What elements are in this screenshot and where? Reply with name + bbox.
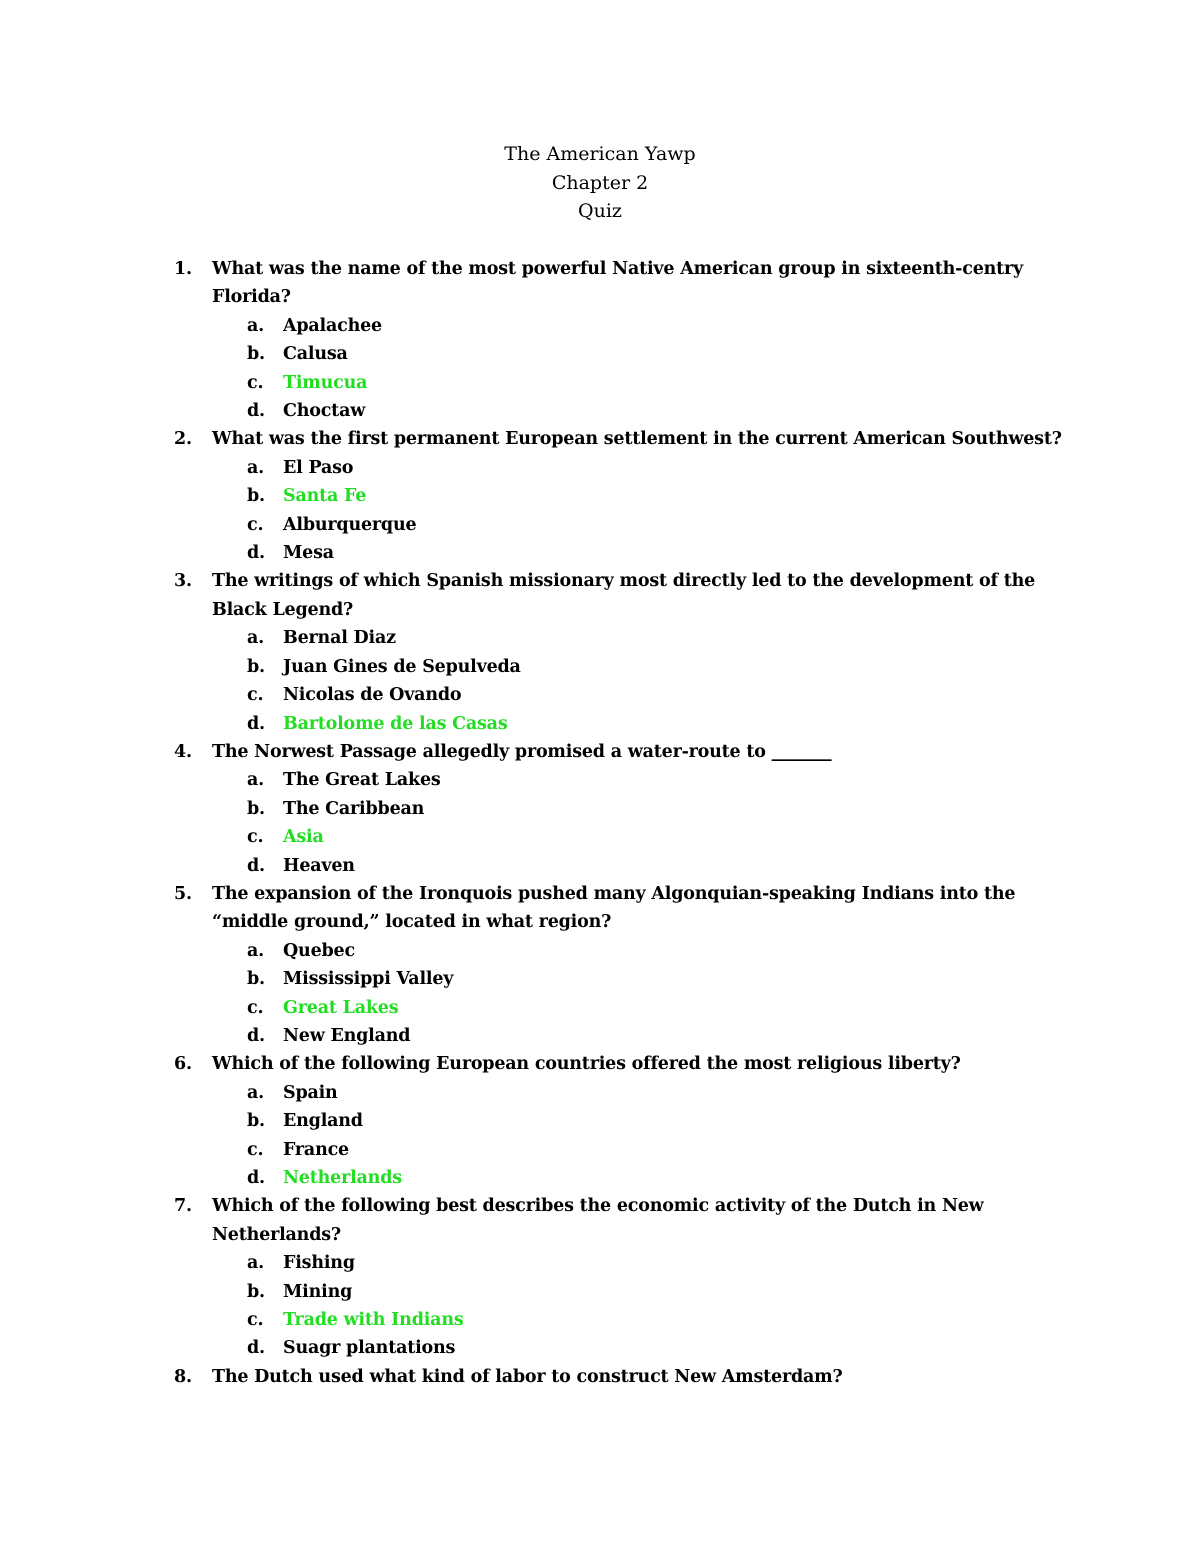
option-letter: d. <box>247 1168 265 1188</box>
question-text: Which of the following European countries offered the most religious liberty? <box>212 1054 961 1075</box>
question-item <box>0 1192 1072 1249</box>
option-letter: c. <box>247 685 264 706</box>
option-letter: c. <box>247 1310 264 1331</box>
document-title: The American Yawp <box>504 143 696 165</box>
answer-option <box>0 681 1200 709</box>
option-text: Bartolome de las Casas <box>283 713 508 734</box>
option-letter: b. <box>247 656 265 677</box>
question-item <box>0 1363 1072 1391</box>
answer-option <box>0 852 1200 880</box>
option-text: Quebec <box>283 940 355 961</box>
option-text: Heaven <box>283 855 355 876</box>
question-number: 7. <box>174 1196 192 1217</box>
option-text: New England <box>283 1025 411 1046</box>
question-list <box>0 255 1200 1391</box>
answer-option <box>0 397 1200 425</box>
option-letter: c. <box>247 1139 264 1160</box>
question-text: The writings of which Spanish missionary most directly led to the development of the Black Legend? <box>212 571 1036 620</box>
option-text: Timucua <box>283 372 368 393</box>
answer-option <box>0 1334 1200 1362</box>
option-text: Santa Fe <box>283 486 367 507</box>
answer-option <box>0 653 1200 681</box>
option-letter: c. <box>247 514 264 535</box>
question-text: What was the first permanent European settlement in the current American Southwest? <box>212 429 1062 450</box>
option-letter: b. <box>247 486 265 507</box>
question-text: The expansion of the Ironquois pushed many Algonquian-speaking Indians into the “middle ground,” located in what region? <box>212 883 1016 933</box>
option-text: Alburquerque <box>283 514 417 535</box>
answer-option <box>0 937 1200 965</box>
document-header <box>0 140 1200 226</box>
option-text: Fishing <box>283 1253 355 1274</box>
option-letter: c. <box>247 372 264 393</box>
answer-option <box>0 1079 1200 1107</box>
answer-option-correct <box>0 369 1200 397</box>
option-text: Suagr plantations <box>283 1338 456 1359</box>
question-number: 3. <box>174 571 192 592</box>
question-number: 6. <box>174 1054 192 1075</box>
answer-option <box>0 795 1200 823</box>
option-letter: c. <box>247 997 264 1018</box>
question-item <box>0 425 1072 453</box>
answer-option-correct <box>0 710 1200 738</box>
option-letter: d. <box>247 1025 265 1046</box>
question-number: 1. <box>174 259 192 279</box>
answer-option <box>0 624 1200 652</box>
option-text: Mississippi Valley <box>283 969 454 990</box>
answer-option <box>0 454 1200 482</box>
option-letter: d. <box>247 855 265 876</box>
answer-option-correct <box>0 482 1200 510</box>
question-number: 2. <box>174 429 192 450</box>
option-text: Netherlands <box>283 1168 402 1188</box>
answer-option <box>0 1249 1200 1277</box>
option-text: Calusa <box>283 344 348 365</box>
option-text: Great Lakes <box>283 997 399 1018</box>
answer-option-correct <box>0 823 1200 851</box>
option-text: Nicolas de Ovando <box>283 685 462 706</box>
question-text: The Dutch used what kind of labor to construct New Amsterdam? <box>212 1366 843 1387</box>
quiz-label: Quiz <box>578 200 622 222</box>
answer-option-correct <box>0 1164 1200 1192</box>
option-letter: b. <box>247 344 265 365</box>
option-text: El Paso <box>283 457 354 478</box>
answer-option <box>0 1107 1200 1135</box>
option-letter: a. <box>247 770 265 791</box>
answer-option <box>0 539 1200 567</box>
answer-option-correct <box>0 1306 1200 1334</box>
chapter-label: Chapter 2 <box>551 171 649 194</box>
option-letter: a. <box>247 457 265 478</box>
option-text: Spain <box>283 1082 338 1103</box>
option-text: Choctaw <box>283 401 366 422</box>
option-text: France <box>283 1139 349 1160</box>
question-number: 8. <box>174 1366 192 1387</box>
question-item <box>0 255 1072 312</box>
answer-option <box>0 1022 1200 1050</box>
answer-option-correct <box>0 994 1200 1022</box>
option-text: Apalachee <box>283 315 382 336</box>
answer-option <box>0 1136 1200 1164</box>
question-item <box>0 880 1072 937</box>
option-letter: b. <box>247 969 265 990</box>
question-number: 5. <box>174 883 192 904</box>
question-number: 4. <box>174 741 192 762</box>
option-text: Trade with Indians <box>283 1310 464 1331</box>
option-letter: a. <box>247 1082 265 1103</box>
option-letter: a. <box>247 1253 265 1274</box>
option-text: Bernal Diaz <box>283 628 396 649</box>
option-letter: d. <box>247 401 265 422</box>
option-letter: b. <box>247 1281 265 1302</box>
option-letter: a. <box>247 940 265 961</box>
answer-option <box>0 312 1200 340</box>
answer-option <box>0 1278 1200 1306</box>
option-letter: b. <box>247 798 265 819</box>
option-letter: c. <box>247 827 264 848</box>
option-text: Mesa <box>283 543 334 564</box>
option-letter: d. <box>247 713 265 734</box>
question-item <box>0 738 1072 766</box>
option-text: England <box>283 1111 363 1132</box>
option-text: Asia <box>283 827 324 848</box>
option-letter: d. <box>247 543 265 564</box>
question-text: The Norwest Passage allegedly promised a water-route to _______ <box>212 741 832 762</box>
option-text: Juan Gines de Sepulveda <box>283 656 521 677</box>
question-item <box>0 1050 1072 1078</box>
answer-option <box>0 511 1200 539</box>
question-text: Which of the following best describes the economic activity of the Dutch in New Netherlands? <box>212 1196 984 1245</box>
option-text: The Caribbean <box>283 798 425 819</box>
answer-option <box>0 965 1200 993</box>
option-letter: a. <box>247 315 265 336</box>
question-text: What was the name of the most powerful Native American group in sixteenth-centry Florida? <box>212 259 1024 308</box>
option-text: Mining <box>283 1281 353 1302</box>
option-text: The Great Lakes <box>283 770 441 791</box>
option-letter: d. <box>247 1338 265 1359</box>
option-letter: a. <box>247 628 265 649</box>
answer-option <box>0 766 1200 794</box>
answer-option <box>0 340 1200 368</box>
question-item <box>0 567 1072 624</box>
option-letter: b. <box>247 1111 265 1132</box>
